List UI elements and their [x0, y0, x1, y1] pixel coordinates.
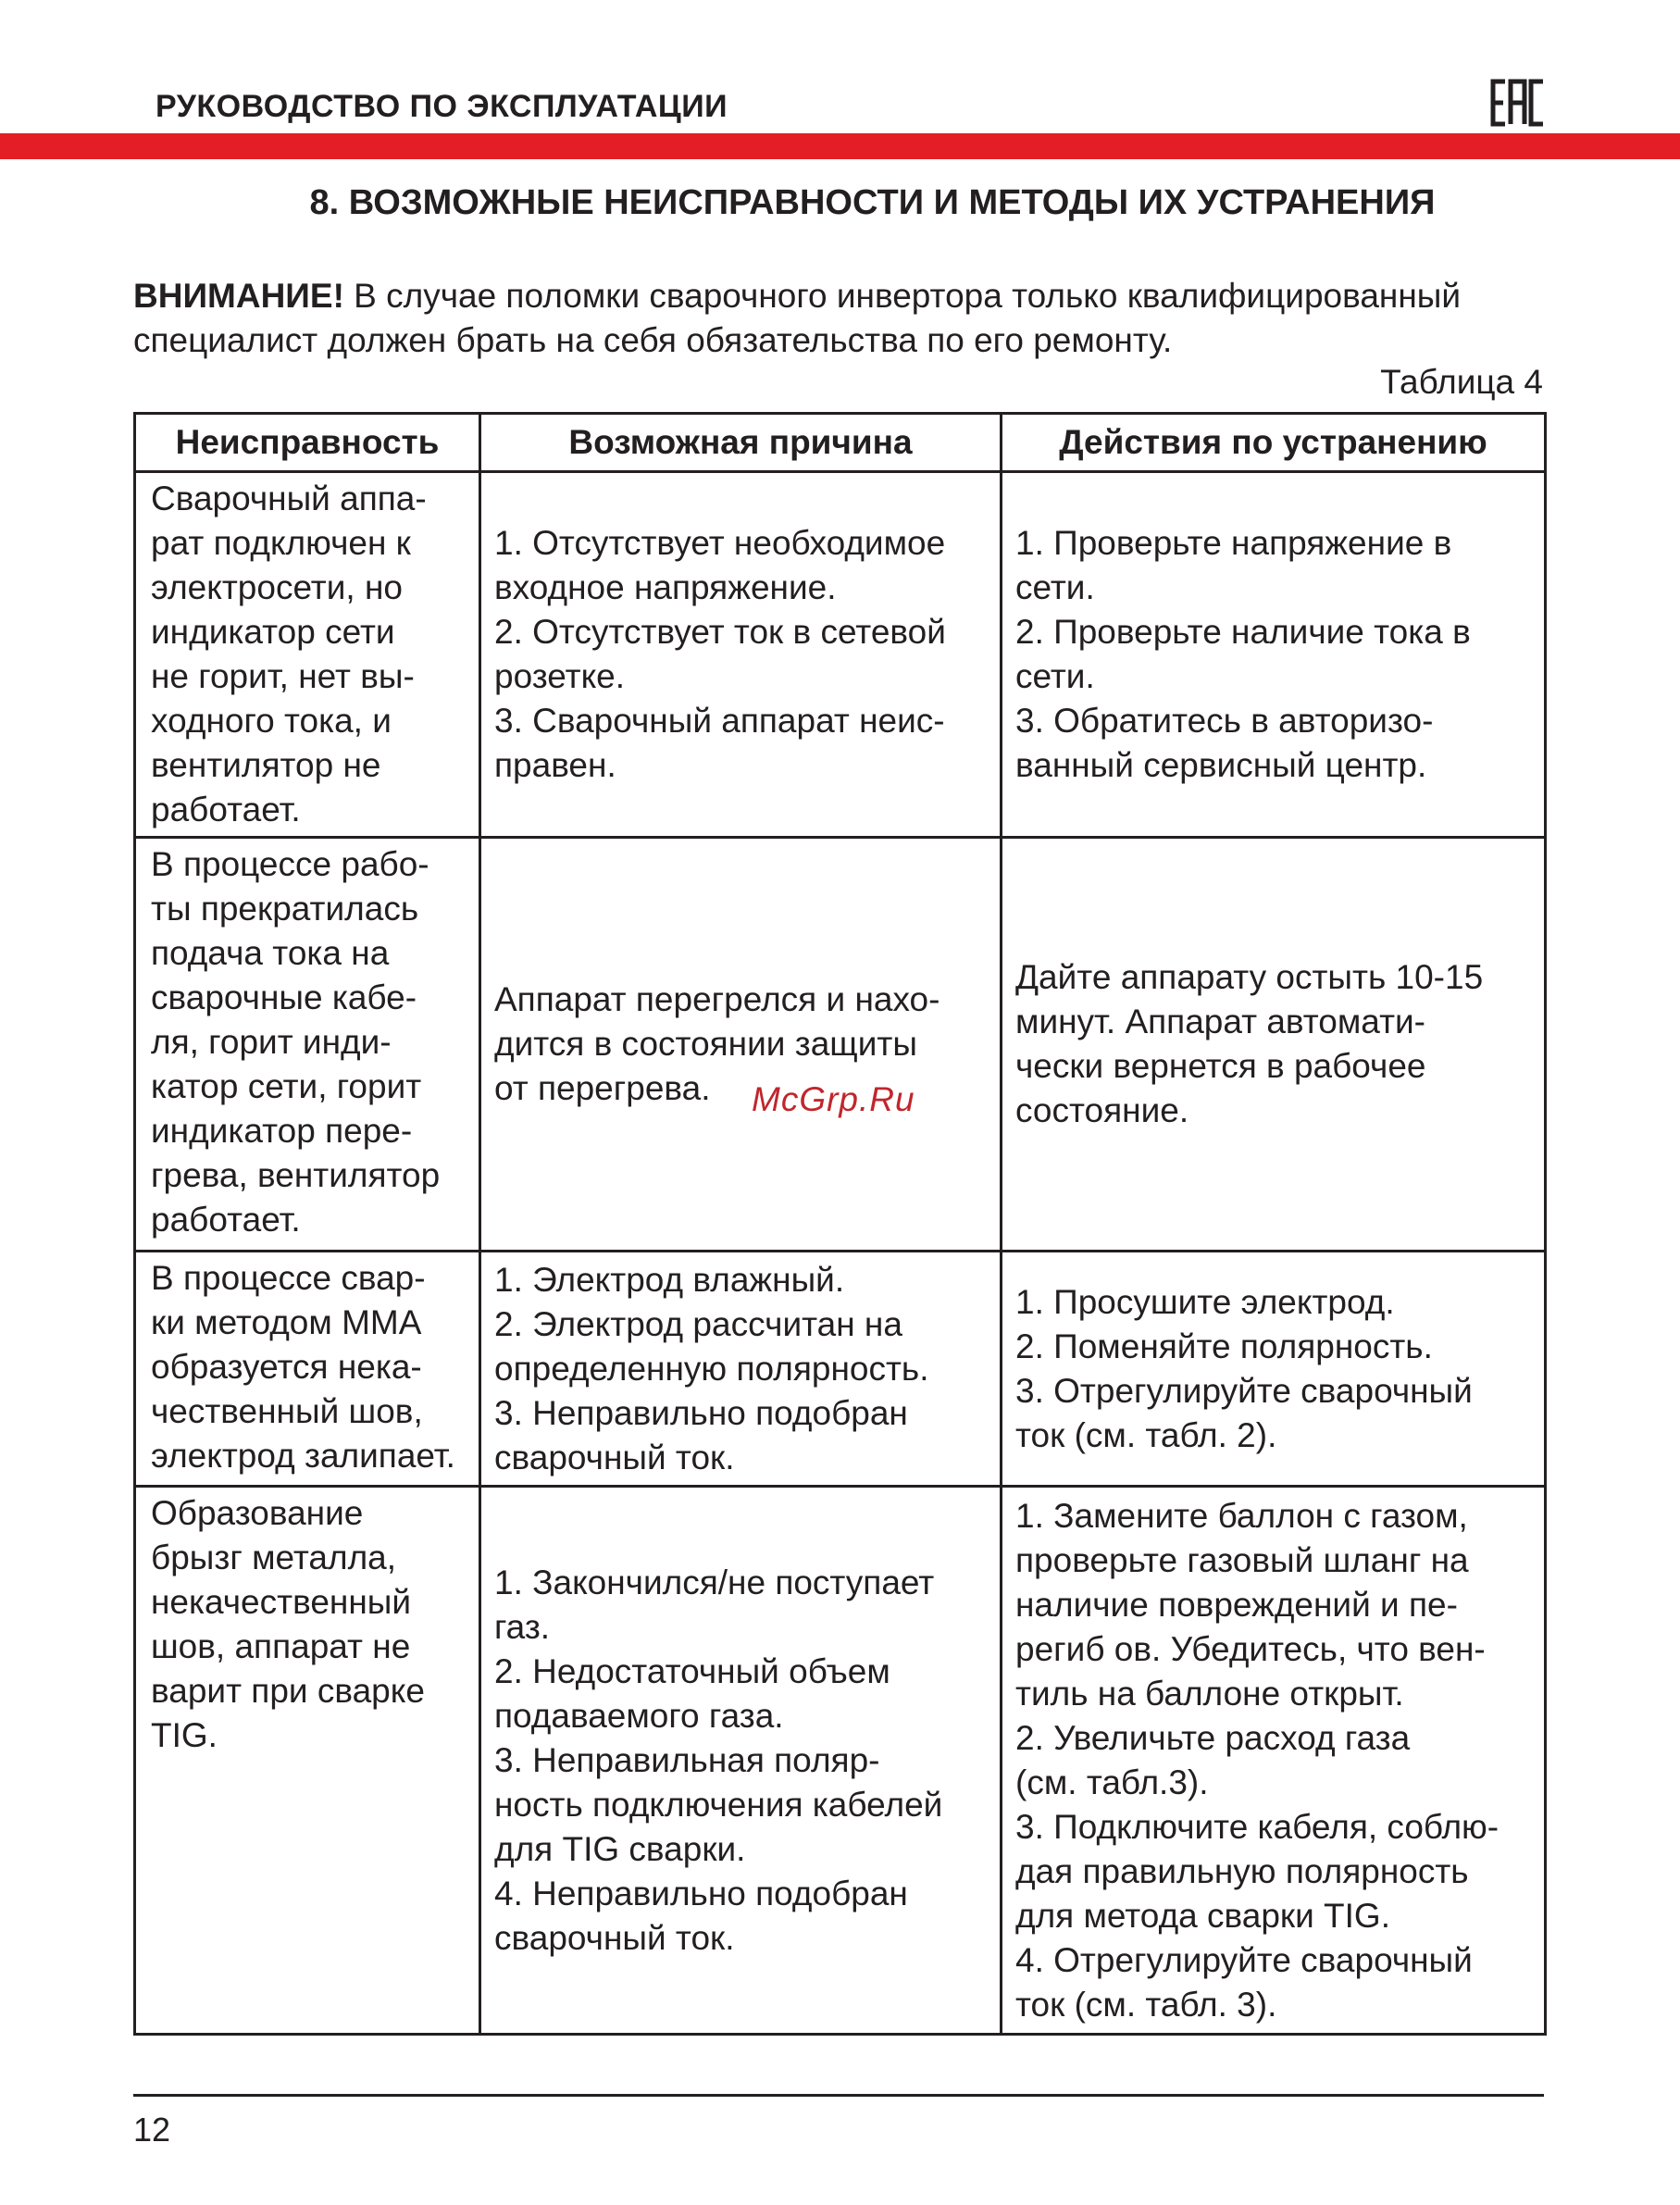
fault-line: Образование [151, 1494, 364, 1532]
action-line: 1. Просушите электрод. [1015, 1282, 1395, 1321]
cause-line: 3. Сварочный аппарат неис- [494, 702, 945, 740]
warning-paragraph [133, 274, 1563, 363]
action-line: тиль на баллоне открыт. [1015, 1674, 1404, 1713]
table-row [135, 838, 1546, 1252]
fault-line: варит при сварке [151, 1672, 425, 1710]
action-line: чески вернется в рабочее [1015, 1047, 1426, 1085]
fault-line: индикатор сети [151, 613, 395, 651]
fault-line: не горит, нет вы- [151, 657, 415, 695]
cause-line: 3. Неправильно подобран [494, 1393, 908, 1432]
cause-line: газ. [494, 1607, 551, 1646]
table-row [135, 1487, 1546, 2035]
table-header-row [135, 414, 1546, 472]
fault-line: чественный шов, [151, 1392, 423, 1430]
action-line: дая правильную полярность [1015, 1851, 1469, 1890]
action-line: 3. Отрегулируйте сварочный [1015, 1371, 1473, 1410]
cell-fault [135, 838, 480, 1252]
action-line: региб ов. Убедитесь, что вен- [1015, 1629, 1486, 1668]
fault-line: электрод залипает. [151, 1437, 455, 1475]
action-line: наличие повреждений и пе- [1015, 1585, 1458, 1624]
fault-line: В процессе рабо- [151, 845, 429, 883]
action-line: ванный сервисный центр. [1015, 746, 1427, 784]
cell-fault [135, 472, 480, 838]
faults-table [133, 412, 1547, 2036]
fault-line: шов, аппарат не [151, 1627, 411, 1665]
cell-cause [480, 1252, 1002, 1487]
cause-line: сварочный ток. [494, 1438, 735, 1476]
table-row [135, 1252, 1546, 1487]
warning-label: ВНИМАНИЕ! [133, 277, 344, 315]
cause-line: дится в состоянии защиты [494, 1025, 917, 1063]
cause-line: 2. Электрод рассчитан на [494, 1304, 902, 1343]
header-cause: Возможная причина [480, 414, 1002, 472]
action-line: ток (см. табл. 2). [1015, 1415, 1277, 1454]
fault-line: работает. [151, 791, 301, 828]
cause-line: Аппарат перегрелся и нахо- [494, 980, 940, 1018]
cause-line: 1. Закончился/не поступает [494, 1563, 935, 1601]
eac-certification-logo [1490, 79, 1546, 127]
cause-line: 2. Отсутствует ток в сетевой [494, 613, 946, 651]
action-line: сети. [1015, 657, 1095, 695]
fault-line: рат подключен к [151, 524, 411, 562]
page-number: 12 [133, 2111, 171, 2149]
cell-fault [135, 1487, 480, 2035]
action-line: 1. Замените баллон с газом, [1015, 1496, 1468, 1535]
fault-line: вентилятор не [151, 746, 381, 784]
cell-cause [480, 838, 1002, 1252]
cell-action [1002, 472, 1546, 838]
cause-line: 1. Отсутствует необходимое [494, 524, 946, 562]
action-line: сети. [1015, 568, 1095, 606]
action-line: 3. Обратитесь в авторизо- [1015, 702, 1434, 740]
action-line: для метода сварки TIG. [1015, 1896, 1390, 1935]
action-line: Дайте аппарату остыть 10-15 [1015, 958, 1484, 996]
cause-line: розетке. [494, 657, 626, 695]
cell-cause [480, 1487, 1002, 2035]
cause-line: 2. Недостаточный объем [494, 1651, 890, 1690]
fault-line: работает. [151, 1201, 301, 1239]
fault-line: катор сети, горит [151, 1067, 422, 1105]
cell-action [1002, 838, 1546, 1252]
fault-line: индикатор пере- [151, 1112, 413, 1150]
action-line: 3. Подключите кабеля, соблю- [1015, 1807, 1500, 1846]
action-line: 1. Проверьте напряжение в [1015, 524, 1452, 562]
action-line: (см. табл.3). [1015, 1763, 1209, 1801]
cause-line: правен. [494, 746, 616, 784]
fault-line: образуется нека- [151, 1348, 422, 1386]
action-line: 2. Поменяйте полярность. [1015, 1327, 1433, 1365]
action-line: проверьте газовый шланг на [1015, 1540, 1469, 1579]
fault-line: ты прекратилась [151, 890, 419, 928]
cell-fault [135, 1252, 480, 1487]
fault-line: грева, вентилятор [151, 1156, 441, 1194]
cause-line: для TIG сварки. [494, 1829, 746, 1868]
cause-line: 3. Неправильная поляр- [494, 1740, 880, 1779]
cell-cause [480, 472, 1002, 838]
table-label: Таблица 4 [1380, 363, 1543, 401]
header-action: Действия по устранению [1002, 414, 1546, 472]
table-row [135, 472, 1546, 838]
fault-line: ля, горит инди- [151, 1023, 392, 1061]
footer-divider [133, 2094, 1544, 2097]
action-line: ток (см. табл. 3). [1015, 1985, 1277, 2024]
cell-action [1002, 1252, 1546, 1487]
fault-line: ходного тока, и [151, 702, 392, 740]
cause-line: 4. Неправильно подобран [494, 1874, 908, 1912]
action-line: состояние. [1015, 1091, 1189, 1129]
header-fault: Неисправность [135, 414, 480, 472]
section-title: 8. ВОЗМОЖНЫЕ НЕИСПРАВНОСТИ И МЕТОДЫ ИХ УСТРАНЕНИЯ [309, 183, 1436, 222]
cell-action [1002, 1487, 1546, 2035]
fault-line: Сварочный аппа- [151, 480, 427, 517]
cause-line: подаваемого газа. [494, 1696, 784, 1735]
warning-text: В случае поломки сварочного инвертора только квалифицированный специалист должен брать на себя обязательства по его ремонту. [133, 277, 1462, 359]
cause-line: ность подключения кабелей [494, 1785, 943, 1824]
cause-line: 1. Электрод влажный. [494, 1260, 845, 1299]
fault-line: TIG. [151, 1716, 218, 1754]
fault-line: некачественный [151, 1583, 412, 1621]
fault-line: подача тока на [151, 934, 390, 972]
watermark: McGrp.Ru [752, 1080, 915, 1118]
cause-line: входное напряжение. [494, 568, 837, 606]
action-line: 4. Отрегулируйте сварочный [1015, 1940, 1473, 1979]
cause-line: от перегрева. [494, 1069, 711, 1107]
fault-line: электросети, но [151, 568, 403, 606]
fault-line: сварочные кабе- [151, 978, 417, 1016]
action-line: минут. Аппарат автомати- [1015, 1003, 1426, 1040]
fault-line: брызг металла, [151, 1539, 397, 1576]
fault-line: В процессе свар- [151, 1259, 426, 1297]
action-line: 2. Увеличьте расход газа [1015, 1718, 1411, 1757]
fault-line: ки методом ММА [151, 1303, 422, 1341]
header-red-band [0, 133, 1680, 159]
document-header-title: РУКОВОДСТВО ПО ЭКСПЛУАТАЦИИ [156, 89, 728, 124]
cause-line: определенную полярность. [494, 1349, 929, 1388]
cause-line: сварочный ток. [494, 1918, 735, 1957]
action-line: 2. Проверьте наличие тока в [1015, 613, 1471, 651]
